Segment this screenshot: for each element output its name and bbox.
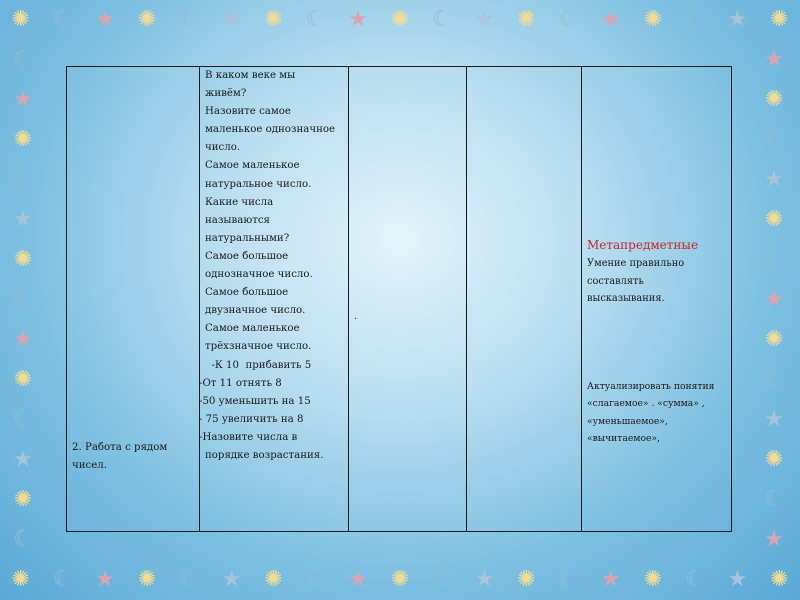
star-icon: ★ <box>764 47 784 72</box>
star-icon: ★ <box>13 447 33 472</box>
task-line: натуральными? <box>205 232 290 244</box>
star-icon: ★ <box>13 87 33 112</box>
task-line: Самое большое <box>205 287 289 299</box>
star-icon: ★ <box>727 7 748 32</box>
task-line: Самое большое <box>205 250 289 262</box>
concept-line: Актуализировать понятия <box>587 380 715 392</box>
task-line: порядке возрастания. <box>205 449 324 461</box>
sun-icon: ✺ <box>517 567 536 592</box>
task-line: Какие числа <box>205 196 274 208</box>
star-icon: ★ <box>95 7 116 32</box>
star-icon: ★ <box>764 527 784 552</box>
moon-icon: ☾ <box>52 7 73 32</box>
sun-icon: ✺ <box>517 7 536 32</box>
sun-icon: ✺ <box>764 447 784 472</box>
task-line: Самое маленькое <box>205 323 300 335</box>
moon-icon: ☾ <box>432 7 452 32</box>
moon-icon: ☾ <box>52 567 73 592</box>
sun-icon: ✺ <box>643 7 663 32</box>
tasks-cell <box>200 67 349 532</box>
task-line: натуральное число. <box>205 178 312 190</box>
sun-icon: ✺ <box>13 247 33 272</box>
sun-icon: ✺ <box>13 367 33 392</box>
moon-icon: ☾ <box>13 47 33 72</box>
task-line: маленькое однозначное <box>205 124 336 136</box>
spacer <box>587 308 726 378</box>
star-icon: ★ <box>348 7 368 32</box>
star-icon: ★ <box>221 7 242 32</box>
moon-icon: ☾ <box>764 127 784 152</box>
stage-cell <box>67 67 200 532</box>
task-line: Назовите самое <box>205 106 291 118</box>
meta-text-line: Умение правильно <box>587 258 685 269</box>
meta-text-line: высказывания. <box>587 293 665 305</box>
sun-icon: ✺ <box>764 207 784 232</box>
moon-icon: ☾ <box>305 567 326 592</box>
moon-icon: ☾ <box>684 7 705 32</box>
concept-line: «слагаемое» . «сумма» , <box>587 398 705 410</box>
task-line: Самое маленькое <box>205 160 300 172</box>
task-line: В каком веке мы <box>205 70 296 81</box>
moon-icon: ☾ <box>558 567 579 592</box>
moon-icon: ☾ <box>179 7 199 32</box>
meta-text-line: составлять <box>587 275 644 287</box>
concept-line: «вычитаемое», <box>587 433 660 445</box>
sun-icon: ✺ <box>11 7 30 32</box>
sun-icon: ✺ <box>13 127 33 152</box>
moon-icon: ☾ <box>764 487 784 512</box>
star-icon: ★ <box>221 567 242 592</box>
sun-icon: ✺ <box>13 487 33 512</box>
decor-border-right <box>748 40 800 560</box>
moon-icon: ☾ <box>13 527 33 552</box>
competencies-cell <box>582 67 732 532</box>
concept-line: «уменьшаемое», <box>587 415 668 427</box>
task-line: двузначное число. <box>205 305 306 317</box>
star-icon: ★ <box>601 567 621 592</box>
moon-icon: ☾ <box>558 7 579 32</box>
star-icon: ★ <box>727 567 748 592</box>
task-line: однозначное число. <box>205 269 313 281</box>
sun-icon: ✺ <box>390 7 410 32</box>
moon-icon: ☾ <box>13 407 33 432</box>
moon-icon: ☾ <box>13 287 33 312</box>
task-line: - 75 увеличить на 8 <box>199 413 304 425</box>
sun-icon: ✺ <box>390 567 410 592</box>
star-icon: ★ <box>348 567 368 592</box>
task-line: -К 10 прибавить 5 <box>205 359 312 371</box>
moon-icon: ☾ <box>432 567 452 592</box>
decor-border-top <box>0 0 800 40</box>
star-icon: ★ <box>764 167 784 192</box>
moon-icon: ☾ <box>305 7 326 32</box>
star-icon: ★ <box>13 207 33 232</box>
task-line: живём? <box>205 88 247 100</box>
stage-text: 2. Работа с рядом чисел. <box>72 441 168 471</box>
star-icon: ★ <box>474 567 495 592</box>
lesson-plan-table <box>66 66 732 532</box>
task-line: число. <box>205 142 241 154</box>
sun-icon: ✺ <box>137 567 157 592</box>
sun-icon: ✺ <box>643 567 663 592</box>
sun-icon: ✺ <box>764 87 784 112</box>
sun-icon: ✺ <box>764 327 784 352</box>
moon-icon: ☾ <box>13 167 33 192</box>
star-icon: ★ <box>764 407 784 432</box>
empty-cell <box>467 67 582 532</box>
moon-icon: ☾ <box>764 367 784 392</box>
decor-border-left <box>0 40 46 560</box>
sun-icon: ✺ <box>264 7 283 32</box>
task-line: -50 уменьшить на 15 <box>199 395 311 407</box>
task-line: -От 11 отнять 8 <box>199 377 282 389</box>
star-icon: ★ <box>764 287 784 312</box>
decor-border-bottom <box>0 560 800 600</box>
task-line: -Назовите числа в <box>199 431 298 443</box>
empty-cell <box>349 67 467 532</box>
dot-mark: . <box>354 310 358 322</box>
sun-icon: ✺ <box>137 7 157 32</box>
star-icon: ★ <box>601 7 621 32</box>
moon-icon: ☾ <box>684 567 705 592</box>
star-icon: ★ <box>13 327 33 352</box>
sun-icon: ✺ <box>11 567 30 592</box>
task-line: называются <box>205 214 270 226</box>
table-row <box>67 67 732 532</box>
task-line: трёхзначное число. <box>205 341 312 353</box>
sun-icon: ✺ <box>770 7 789 32</box>
moon-icon: ☾ <box>764 247 784 272</box>
moon-icon: ☾ <box>179 567 199 592</box>
meta-title: Метапредметные <box>587 238 699 252</box>
star-icon: ★ <box>95 567 116 592</box>
star-icon: ★ <box>474 7 495 32</box>
sun-icon: ✺ <box>770 567 789 592</box>
sun-icon: ✺ <box>264 567 283 592</box>
